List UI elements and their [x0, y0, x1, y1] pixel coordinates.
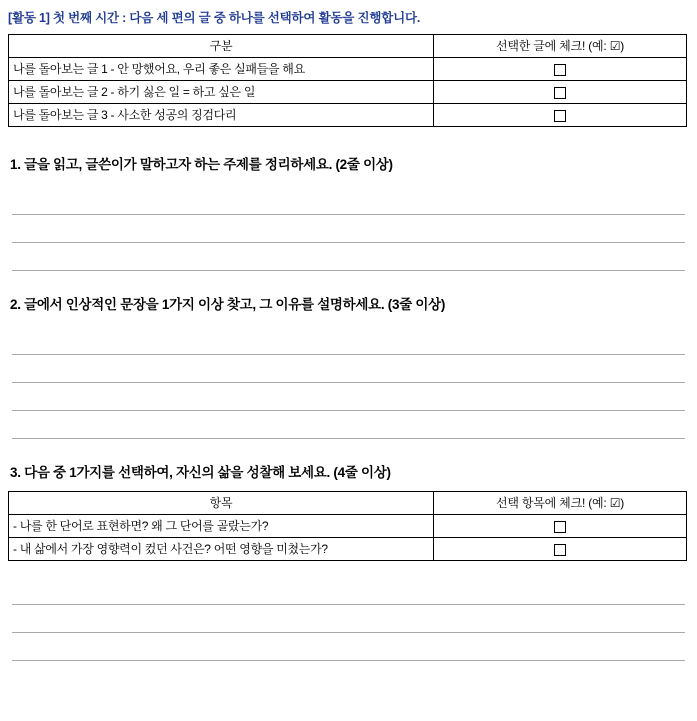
- checkbox-cell-4[interactable]: [434, 515, 687, 538]
- checkbox-cell-2[interactable]: [434, 81, 687, 104]
- column-header-category: 구분: [9, 35, 434, 58]
- table-header-row: [9, 492, 687, 515]
- checkbox-icon[interactable]: [554, 521, 566, 533]
- column-header-item: 항목: [9, 492, 434, 515]
- table-row: [9, 81, 687, 104]
- column-header-check: 선택한 글에 체크! (예: ☑): [434, 35, 687, 58]
- checkbox-cell-1[interactable]: [434, 58, 687, 81]
- option-label-2: 나를 돌아보는 글 2 - 하기 싫은 일 = 하고 싶은 일: [9, 81, 434, 104]
- item-label-2: - 내 삶에서 가장 영향력이 컸던 사건은? 어떤 영향을 미쳤는가?: [9, 538, 434, 561]
- answer-line[interactable]: [12, 187, 685, 215]
- selection-table-2: [8, 491, 687, 561]
- checkbox-icon[interactable]: [554, 64, 566, 76]
- option-label-1: 나를 돌아보는 글 1 - 안 망했어요, 우리 좋은 실패들을 해요: [9, 58, 434, 81]
- answer-area-3[interactable]: [8, 577, 689, 661]
- selection-table-1: [8, 34, 687, 127]
- answer-line[interactable]: [12, 411, 685, 439]
- question-3-text: 3. 다음 중 1가지를 선택하여, 자신의 삶을 성찰해 보세요. (4줄 이상): [10, 465, 391, 480]
- checkbox-icon[interactable]: [554, 110, 566, 122]
- answer-line[interactable]: [12, 605, 685, 633]
- answer-line[interactable]: [12, 577, 685, 605]
- table-row: [9, 104, 687, 127]
- table-header-row: [9, 35, 687, 58]
- table-row: [9, 58, 687, 81]
- answer-line[interactable]: [12, 215, 685, 243]
- answer-line[interactable]: [12, 327, 685, 355]
- option-label-3: 나를 돌아보는 글 3 - 사소한 성공의 징검다리: [9, 104, 434, 127]
- item-label-1: - 나를 한 단어로 표현하면? 왜 그 단어를 골랐는가?: [9, 515, 434, 538]
- answer-area-1[interactable]: [8, 187, 689, 271]
- checkbox-cell-3[interactable]: [434, 104, 687, 127]
- table-row: [9, 538, 687, 561]
- page-title: [활동 1] 첫 번째 시간 : 다음 세 편의 글 중 하나를 선택하여 활동을 진행합니다.: [8, 11, 421, 25]
- answer-area-2[interactable]: [8, 327, 689, 439]
- checkbox-cell-5[interactable]: [434, 538, 687, 561]
- checkbox-icon[interactable]: [554, 87, 566, 99]
- checkbox-icon[interactable]: [554, 544, 566, 556]
- answer-line[interactable]: [12, 355, 685, 383]
- selection-table-2-wrap: [8, 491, 689, 561]
- answer-line[interactable]: [12, 633, 685, 661]
- column-header-check-2: 선택 항목에 체크! (예: ☑): [434, 492, 687, 515]
- question-1-text: 1. 글을 읽고, 글쓴이가 말하고자 하는 주제를 정리하세요. (2줄 이상): [10, 157, 393, 172]
- answer-line[interactable]: [12, 383, 685, 411]
- answer-line[interactable]: [12, 243, 685, 271]
- question-2-text: 2. 글에서 인상적인 문장을 1가지 이상 찾고, 그 이유를 설명하세요. (3줄 이상): [10, 297, 446, 312]
- table-row: [9, 515, 687, 538]
